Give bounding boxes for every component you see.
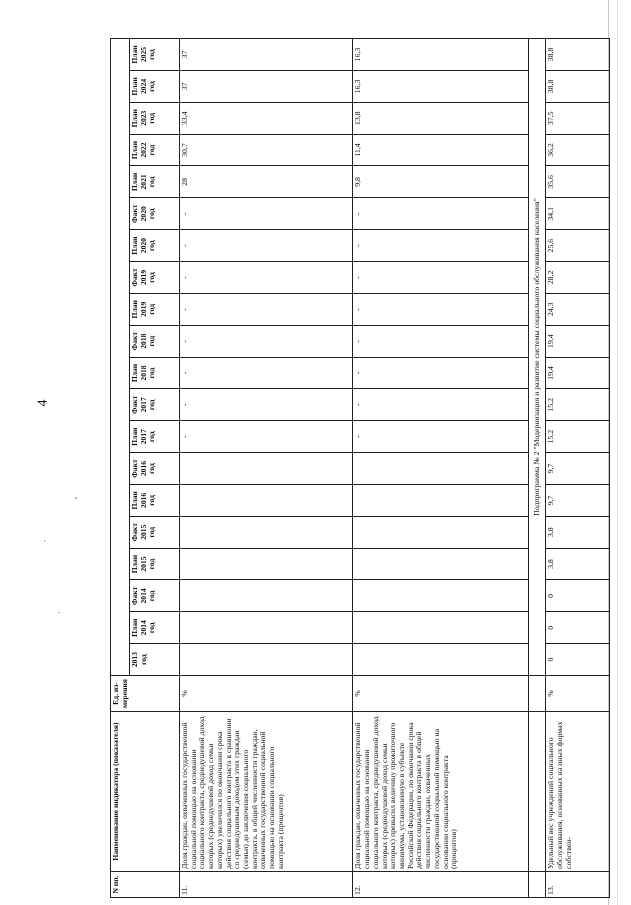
table-cell: - (180, 262, 353, 294)
header-year: План 2019 год (130, 293, 180, 325)
row-unit: % (546, 676, 610, 712)
subprogram-spacer (528, 676, 545, 712)
table-cell: 16,3 (353, 39, 528, 71)
table-cell (353, 580, 528, 612)
row-unit: % (180, 676, 353, 712)
table-cell: 19,4 (546, 357, 610, 389)
table-row (180, 39, 353, 898)
table-cell: 38,8 (546, 39, 610, 71)
subprogram-spacer (528, 872, 545, 898)
table-cell: - (353, 357, 528, 389)
table-cell (353, 484, 528, 516)
header-year: Факт 2015 год (130, 516, 180, 548)
table-cell (353, 612, 528, 644)
header-year: План 2022 год (130, 134, 180, 166)
table-cell: 33,4 (180, 102, 353, 134)
table-cell: 36,2 (546, 134, 610, 166)
table-cell: 35,6 (546, 166, 610, 198)
table-cell: 30,7 (180, 134, 353, 166)
row-number: 11. (180, 872, 353, 898)
table-cell: 0 (546, 644, 610, 676)
table-cell (353, 548, 528, 580)
table-cell: 37,5 (546, 102, 610, 134)
table-cell: 16,3 (353, 70, 528, 102)
table-cell: 0 (546, 580, 610, 612)
indicators-table (110, 38, 610, 898)
table-cell: 15,2 (546, 389, 610, 421)
page-number: 4 (35, 399, 51, 407)
row-indicator-name: Доля граждан, охваченных государственной социальной помощью на основании социального контракта, среднедушевой доход которых (среднедушевой доход семьи которых) увеличился по окончании срока действия социального контракта в сравнении со среднедушевым доходом этих граждан (семьи) до заключения социального контракта, в общей численности граждан, охваченных государственной социальной помощью на основании социального контракта (процентов) (180, 712, 353, 872)
table-cell: 38,8 (546, 70, 610, 102)
table-cell: - (180, 325, 353, 357)
rotated-table-container (110, 38, 610, 898)
table-cell: 24,3 (546, 293, 610, 325)
table-cell (180, 484, 353, 516)
table-cell: 28 (180, 166, 353, 198)
table-cell (180, 580, 353, 612)
row-unit: % (353, 676, 528, 712)
table-cell: - (353, 389, 528, 421)
header-year: План 2015 год (130, 548, 180, 580)
table-row (546, 39, 610, 898)
table-cell (180, 644, 353, 676)
scan-speck (44, 540, 45, 542)
table-cell: - (353, 262, 528, 294)
table-cell: 15,2 (546, 421, 610, 453)
header-year: Факт 2019 год (130, 262, 180, 294)
table-cell: 34,1 (546, 198, 610, 230)
table-cell: - (180, 421, 353, 453)
header-unit: Ед. из-мерения (111, 676, 180, 712)
header-year: 2013 год (130, 644, 180, 676)
table-cell: 3,8 (546, 548, 610, 580)
table-cell: - (180, 293, 353, 325)
header-year: Факт 2016 год (130, 453, 180, 485)
subprogram-title: Подпрограмма № 2 "Модернизация и развитие системы социального обслуживания населения" (528, 39, 545, 676)
header-year: План 2014 год (130, 612, 180, 644)
table-cell: - (180, 198, 353, 230)
table-cell: 19,4 (546, 325, 610, 357)
table-cell: 9,7 (546, 484, 610, 516)
table-cell: - (180, 389, 353, 421)
row-number: 12. (353, 872, 528, 898)
table-cell: - (353, 325, 528, 357)
header-year: План 2017 год (130, 421, 180, 453)
header-year: План 2025 год (130, 39, 180, 71)
header-year: Факт 2018 год (130, 325, 180, 357)
table-cell (180, 516, 353, 548)
table-cell: 37 (180, 70, 353, 102)
table-cell: - (353, 230, 528, 262)
table-cell: 28,2 (546, 262, 610, 294)
header-year: Факт 2017 год (130, 389, 180, 421)
table-cell (180, 453, 353, 485)
table-cell: 37 (180, 39, 353, 71)
header-year: Факт 2020 год (130, 198, 180, 230)
table-cell (353, 453, 528, 485)
header-year: План 2018 год (130, 357, 180, 389)
header-year: Факт 2014 год (130, 580, 180, 612)
table-cell: - (180, 230, 353, 262)
table-row (353, 39, 528, 898)
subprogram-row (528, 39, 545, 898)
row-indicator-name: Удельный вес учреждений социального обслуживания, основанных на иных формах собствен- (546, 712, 610, 872)
table-cell: - (353, 198, 528, 230)
table-cell: 0 (546, 612, 610, 644)
table-cell: - (180, 357, 353, 389)
table-cell (180, 612, 353, 644)
header-year: План 2024 год (130, 70, 180, 102)
subprogram-spacer (528, 712, 545, 872)
table-cell: - (353, 421, 528, 453)
table-cell: 25,6 (546, 230, 610, 262)
scan-edge-line-secondary (617, 0, 618, 905)
table-cell: 11,4 (353, 134, 528, 166)
scan-speck (58, 612, 60, 613)
header-name: Наименование индикатора (показателя) (111, 712, 180, 872)
header-year: План 2020 год (130, 230, 180, 262)
header-number: N пп. (111, 872, 180, 898)
table-cell: 9,8 (353, 166, 528, 198)
header-year: План 2021 год (130, 166, 180, 198)
row-indicator-name: Доля граждан, охваченных государственной социальной помощью на основании социального контракта, среднедушевой доход которых (среднедушевой доход семьи которых) превысил величину прожиточного минимума, установленную в субъекте Российской Федерации, по окончании срока действия социального контракта в общей численности граждан, охваченных государственной социальной помощью на основании социального контракта (процентов) (353, 712, 528, 872)
table-cell (180, 548, 353, 580)
header-years-group (111, 39, 130, 676)
table-cell: - (353, 293, 528, 325)
table-cell: 13,8 (353, 102, 528, 134)
scan-speck (75, 497, 77, 499)
table-cell (353, 644, 528, 676)
header-year: План 2023 год (130, 102, 180, 134)
table-cell (353, 516, 528, 548)
header-year: План 2016 год (130, 484, 180, 516)
row-number: 13. (546, 872, 610, 898)
table-header-top (111, 39, 130, 898)
table-cell: 9,7 (546, 453, 610, 485)
table-cell: 3,8 (546, 516, 610, 548)
